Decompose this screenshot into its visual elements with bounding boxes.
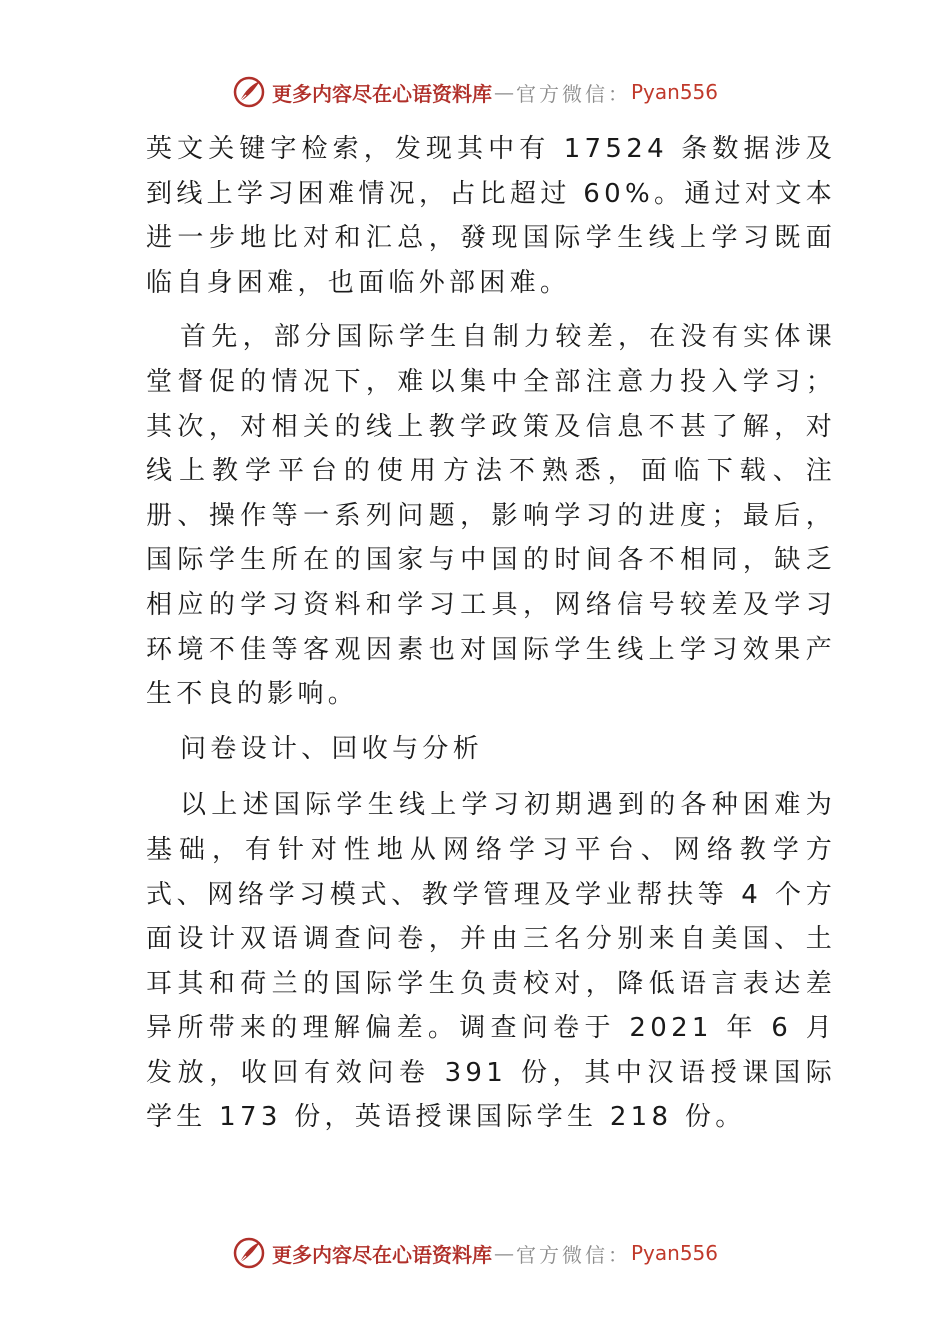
quill-logo-icon [232, 75, 266, 109]
quill-logo-icon [232, 1236, 266, 1270]
paragraph-3: 以上述国际学生线上学习初期遇到的各种困难为基础，有针对性地从网络学习平台、网络教学方式、网络学习模式、教学管理及学业帮扶等 4 个方面设计双语调查问卷，并由三名分别来自美国、土耳其和荷兰的国际学生负责校对，降低语言表达差异所带来的理解偏差。调查问卷于 2021 年 6 月发放，收回有效问卷 391 份，其中汉语授课国际学生 173 份，英语授课国际学生 218 份。 [146, 790, 836, 1133]
watermark-wechat-label: 官方微信： [515, 1242, 631, 1267]
watermark-dash: — [493, 80, 514, 104]
header-watermark [0, 72, 950, 112]
watermark-main-text: 更多内容尽在心语资料库 [271, 1242, 492, 1267]
footer-watermark [0, 1233, 950, 1273]
watermark-dash: — [493, 1241, 514, 1265]
watermark-wechat-label: 官方微信： [515, 81, 631, 106]
watermark-wechat-id: Pyan556 [630, 80, 718, 104]
section-heading: 问卷设计、回收与分析 [180, 733, 484, 764]
document-body [146, 127, 836, 1150]
paragraph-1: 英文关键字检索，发现其中有 17524 条数据涉及到线上学习困难情况，占比超过 60%。通过对文本进一步地比对和汇总，發现国际学生线上学习既面临自身困难，也面临外部困难。 [146, 134, 836, 298]
watermark-main-text: 更多内容尽在心语资料库 [271, 81, 492, 106]
watermark-wechat-id: Pyan556 [630, 1241, 718, 1265]
paragraph-2: 首先，部分国际学生自制力较差，在没有实体课堂督促的情况下，难以集中全部注意力投入学习；其次，对相关的线上教学政策及信息不甚了解，对线上教学平台的使用方法不熟悉，面临下载、注册、操作等一系列问题，影响学习的进度；最后，国际学生所在的国家与中国的时间各不相同，缺乏相应的学习资料和学习工具，网络信号较差及学习环境不佳等客观因素也对国际学生线上学习效果产生不良的影响。 [146, 322, 836, 710]
